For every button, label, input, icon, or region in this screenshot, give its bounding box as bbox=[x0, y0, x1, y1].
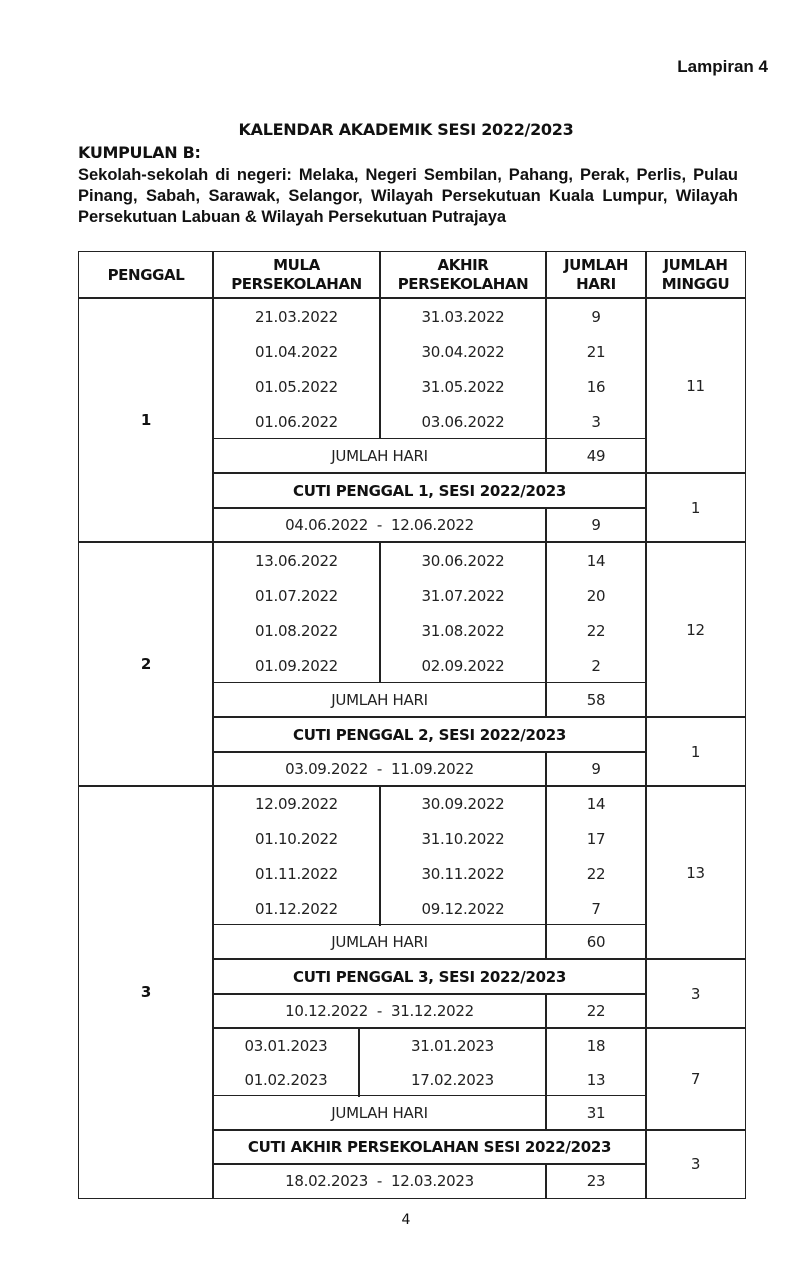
cuti-akhir-weeks: 3 bbox=[645, 1129, 746, 1199]
cuti-weeks: 1 bbox=[645, 716, 746, 787]
days-cell: 21 bbox=[586, 342, 606, 361]
date-cell: 30.04.2022 bbox=[421, 342, 505, 361]
days-cell: 14 bbox=[586, 551, 606, 570]
cuti-days: 9 bbox=[545, 507, 647, 543]
date-cell: 31.07.2022 bbox=[421, 586, 505, 605]
cuti-akhir-days: 23 bbox=[545, 1163, 647, 1199]
days-cell: 22 bbox=[586, 621, 606, 640]
date-cell: 01.08.2022 bbox=[255, 621, 338, 640]
date-cell: 01.10.2022 bbox=[255, 829, 338, 848]
total-weeks: 13 bbox=[645, 785, 746, 960]
cuti-weeks: 3 bbox=[645, 958, 746, 1029]
date-cell: 30.11.2022 bbox=[421, 864, 505, 883]
days-cell: 20 bbox=[586, 586, 606, 605]
jumlah-hari-label: JUMLAH HARI bbox=[212, 924, 547, 960]
days-cell: 9 bbox=[591, 307, 601, 326]
cuti-weeks: 1 bbox=[645, 472, 746, 543]
days-cell: 14 bbox=[586, 795, 606, 813]
date-cell: 31.08.2022 bbox=[421, 621, 505, 640]
date-cell: 02.09.2022 bbox=[421, 656, 505, 675]
cuti-range: 04.06.2022 - 12.06.2022 bbox=[212, 507, 547, 543]
cuti-akhir-range: 18.02.2023 - 12.03.2023 bbox=[212, 1163, 547, 1199]
jumlah-hari-label: JUMLAH HARI bbox=[212, 1095, 547, 1131]
date-cell: 13.06.2022 bbox=[255, 551, 338, 570]
date-cell: 03.01.2023 bbox=[244, 1037, 328, 1055]
lampiran-label: Lampiran 4 bbox=[677, 57, 768, 76]
days-cell: 7 bbox=[591, 899, 601, 918]
cuti-akhir-title: CUTI AKHIR PERSEKOLAHAN SESI 2022/2023 bbox=[212, 1129, 647, 1165]
date-cell: 01.07.2022 bbox=[255, 586, 338, 605]
date-cell: 31.05.2022 bbox=[421, 377, 505, 396]
date-cell: 31.03.2022 bbox=[421, 307, 505, 326]
date-cell: 30.06.2022 bbox=[421, 551, 505, 570]
total-days: 58 bbox=[545, 682, 647, 718]
header-mula: MULA PERSEKOLAHAN bbox=[212, 251, 381, 299]
date-cell: 01.04.2022 bbox=[255, 342, 338, 361]
date-cell: 31.10.2022 bbox=[421, 829, 505, 848]
total-days: 60 bbox=[545, 924, 647, 960]
total-days: 49 bbox=[545, 438, 647, 474]
cuti-title: CUTI PENGGAL 1, SESI 2022/2023 bbox=[212, 472, 647, 509]
date-cell: 03.06.2022 bbox=[421, 412, 505, 431]
jumlah-hari-label: JUMLAH HARI bbox=[212, 438, 547, 474]
date-cell: 01.02.2023 bbox=[244, 1071, 328, 1089]
date-cell: 01.09.2022 bbox=[255, 656, 338, 675]
date-cell: 21.03.2022 bbox=[255, 307, 338, 326]
jumlah-hari-label: JUMLAH HARI bbox=[212, 682, 547, 718]
cuti-title: CUTI PENGGAL 3, SESI 2022/2023 bbox=[212, 958, 647, 995]
header-akhir: AKHIR PERSEKOLAHAN bbox=[379, 251, 547, 299]
header-penggal: PENGGAL bbox=[78, 251, 214, 299]
cuti-days: 9 bbox=[545, 751, 647, 787]
days-cell: 16 bbox=[586, 377, 606, 396]
date-cell: 17.02.2023 bbox=[411, 1071, 494, 1089]
penggal-number: 1 bbox=[140, 411, 152, 429]
date-cell: 09.12.2022 bbox=[421, 899, 505, 918]
penggal-1-cell bbox=[78, 297, 214, 543]
penggal-3-cell bbox=[78, 785, 214, 1199]
total-weeks: 12 bbox=[645, 541, 746, 718]
date-cell: 01.06.2022 bbox=[255, 412, 338, 431]
page-number: 4 bbox=[401, 1212, 411, 1228]
penggal-2-cell bbox=[78, 541, 214, 787]
cuti-days: 22 bbox=[545, 993, 647, 1029]
penggal-number: 3 bbox=[140, 983, 152, 1001]
days-cell: 22 bbox=[586, 864, 606, 883]
penggal-number: 2 bbox=[140, 655, 152, 673]
cuti-range: 10.12.2022 - 31.12.2022 bbox=[212, 993, 547, 1029]
header-minggu: JUMLAH MINGGU bbox=[645, 251, 746, 299]
total-days: 31 bbox=[545, 1095, 647, 1131]
states-description: Sekolah-sekolah di negeri: Melaka, Negeri Sembilan, Pahang, Perak, Perlis, Pulau Pinang, Sabah, Sarawak, Selangor, Wilayah Persekutuan Kuala Lumpur, Wilayah Persekutuan Labuan & Wilayah Persekutuan Putrajaya bbox=[78, 166, 738, 226]
date-cell: 01.11.2022 bbox=[255, 864, 338, 883]
days-cell: 3 bbox=[591, 412, 601, 431]
header-hari: JUMLAH HARI bbox=[545, 251, 647, 299]
group-label: KUMPULAN B: bbox=[78, 143, 201, 162]
date-cell: 30.09.2022 bbox=[421, 795, 505, 813]
days-cell: 17 bbox=[586, 829, 606, 848]
days-cell: 13 bbox=[586, 1071, 606, 1089]
date-cell: 12.09.2022 bbox=[255, 795, 338, 813]
cuti-title: CUTI PENGGAL 2, SESI 2022/2023 bbox=[212, 716, 647, 753]
total-weeks: 7 bbox=[645, 1027, 746, 1131]
date-cell: 31.01.2023 bbox=[411, 1037, 494, 1055]
days-cell: 18 bbox=[586, 1037, 606, 1055]
date-cell: 01.05.2022 bbox=[255, 377, 338, 396]
date-cell: 01.12.2022 bbox=[255, 899, 338, 918]
page-title: KALENDAR AKADEMIK SESI 2022/2023 bbox=[238, 120, 574, 139]
days-cell: 2 bbox=[591, 656, 601, 675]
total-weeks: 11 bbox=[645, 297, 746, 474]
cuti-range: 03.09.2022 - 11.09.2022 bbox=[212, 751, 547, 787]
